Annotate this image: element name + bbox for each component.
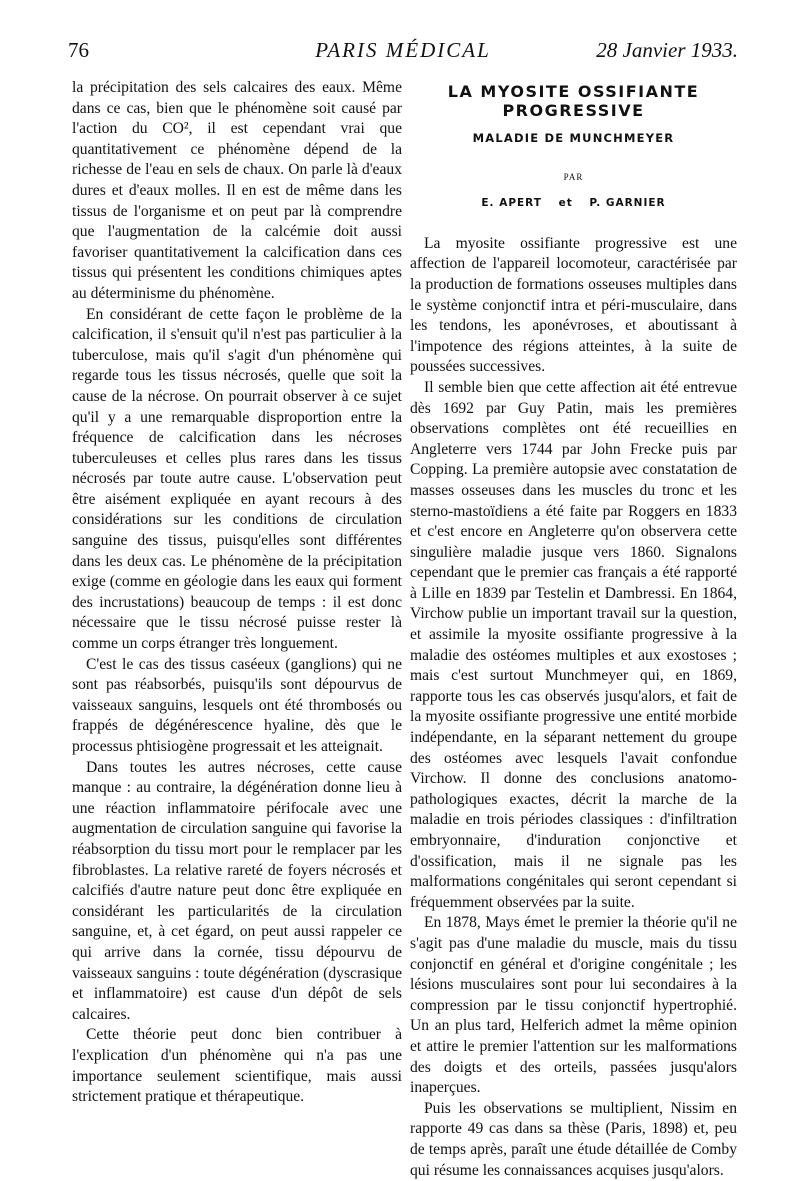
paragraph: En 1878, Mays émet le premier la théorie qu'il ne s'agit pas d'une maladie du muscle, mais du tissu conjonctif en général et d'origine congénitale ; les lésions musculaires sont pour lui secondaires à la compression par le tissu conjonctif hypertrophié. Un an plus tard, Helferich admet la même opinion et attire le premier l'attention sur les malformations des doigts et des orteils, passées jusqu'alors inaperçues.	[410, 914, 737, 1097]
page-number: 76	[68, 38, 89, 62]
article-title-line: PROGRESSIVE	[502, 101, 645, 120]
page-header	[68, 38, 738, 70]
article-subtitle: MALADIE DE MUNCHMEYER	[472, 131, 675, 145]
paragraph: la précipitation des sels calcaires des eaux. Même dans ce cas, bien que le phénomène soit causé par l'action du CO², il est cependant vrai que quantitativement ce phénomène dépend de la richesse de l'eau en sels de chaux. On parle là d'eaux dures et d'eaux molles. Il en est de même dans les tissus de l'organisme et on peut par là comprendre que l'augmentation de la calcémie doit aussi favoriser quantitativement la calcification dans ces tissus qui présentent les conditions chimiques aptes au déterminisme du phénomène.	[72, 79, 402, 302]
paragraph: C'est le cas des tissus caséeux (ganglions) qui ne sont pas réabsorbés, puisqu'ils sont dépourvus de vaisseaux sanguins, lesquels ont été thrombosés ou frappés de dégénérescence hyaline, dès que le processus phtisiogène progressait et les atteignait.	[72, 655, 402, 755]
paragraph: Cette théorie peut donc bien contribuer à l'explication d'un phénomène qui n'a pas une importance seulement scientifique, mais aussi strictement pratique et thérapeutique.	[72, 1026, 402, 1106]
issue-date: 28 Janvier 1933.	[596, 38, 738, 62]
article-title	[410, 82, 737, 120]
author-name: E. APERT	[481, 197, 542, 210]
paragraph: En considérant de cette façon le problème de la calcification, il s'ensuit qu'il n'est pas particulier à la tuberculose, mais qu'il s'agit d'un phénomène qui regarde tous les tissus nécrosés, quelle que soit la cause de la nécrose. On pourrait observer à ce sujet qu'il y a une remarquable disproportion entre la fréquence de calcification dans les nécroses tuberculeuses et celles plus rares dans les tissus nécrosés par toute autre cause. L'observation peut être aisément expliquée en ayant recours à des considérations sur les conditions de circulation sanguine des tissus, puisqu'elles sont différentes dans les deux cas. Le phénomène de la précipitation exige (comme en géologie dans les eaux qui forment des incrustations) beaucoup de temps : il est donc nécessaire que le tissu nécrosé puisse rester là comme un corps étranger très longuement.	[72, 305, 402, 653]
paragraph: Il semble bien que cette affection ait été entrevue dès 1692 par Guy Patin, mais les premières observations complètes ont été recueillies en Angleterre vers 1744 par John Frecke puis par Copping. La première autopsie avec constatation de masses osseuses dans les muscles du tronc et les sterno-mastoïdiens a été faite par Roggers en 1833 et c'est encore en Angleterre qu'on observera cette singulière maladie jusque vers 1860. Signalons cependant que le premier cas français a été rapporté à Lille en 1839 par Testelin et Dambressi. En 1864, Virchow publie un important travail sur la question, et assimile la myosite ossifiante progressive à la maladie des ostéomes multiples et aux exostoses ; mais c'est surtout Munchmeyer qui, en 1869, rapporte tous les cas observés jusqu'alors, et fait de la myosite ossifiante progressive une entité morbide indépendante, en la séparant nettement du groupe des ostéomes avec lesquels l'avait confondue Virchow. Il donne des conclusions anatomo-pathologiques exactes, décrit la marche de la maladie en trois périodes classiques : d'infiltration embryonnaire, d'induration conjonctive et d'ossification, mais il ne signale pas les malformations congénitales qui seront cependant si fréquemment observées par la suite.	[410, 378, 737, 911]
paragraph: Puis les observations se multiplient, Nissim en rapporte 49 cas dans sa thèse (Paris, 1898) et, peu de temps après, paraît une étude détaillée de Comby qui résume les connaissances acquises jusqu'alors.	[410, 1099, 737, 1179]
author-conjunction: et	[558, 197, 573, 210]
right-column	[410, 78, 737, 1181]
paragraph: Dans toutes les autres nécroses, cette cause manque : au contraire, la dégénération donne lieu à une réaction inflammatoire périfocale avec une augmentation de circulation sanguine qui favorise la réabsorption du tissu mort pour le remplacer par les fibroblastes. La relative rareté de foyers nécrosés et calcifiés d'autre nature peut donc être expliquée en considérant les particularités de la circulation sanguine, et, à cet égard, on peut aussi rappeler ce qui arrive dans la cornée, tissu dépourvu de vaisseaux sanguins : toute dégénération (dyscrasique et inflammatoire) est cause d'un dépôt de sels calcaires.	[72, 758, 402, 1023]
journal-title: PARIS MÉDICAL	[315, 38, 491, 62]
author-name: P. GARNIER	[589, 197, 666, 210]
paragraph: La myosite ossifiante progressive est une affection de l'appareil locomoteur, caractérisée par la production de formations osseuses multiples dans le système conjonctif intra et péri-musculaire, dans les tendons, les aponévroses, et aboutissant à l'impotence des régions atteintes, à la suite de poussées successives.	[410, 234, 737, 376]
article-title-line: LA MYOSITE OSSIFIANTE	[447, 82, 700, 101]
authors	[410, 193, 737, 214]
byline-par: PAR	[563, 171, 584, 182]
left-column	[72, 78, 402, 1108]
